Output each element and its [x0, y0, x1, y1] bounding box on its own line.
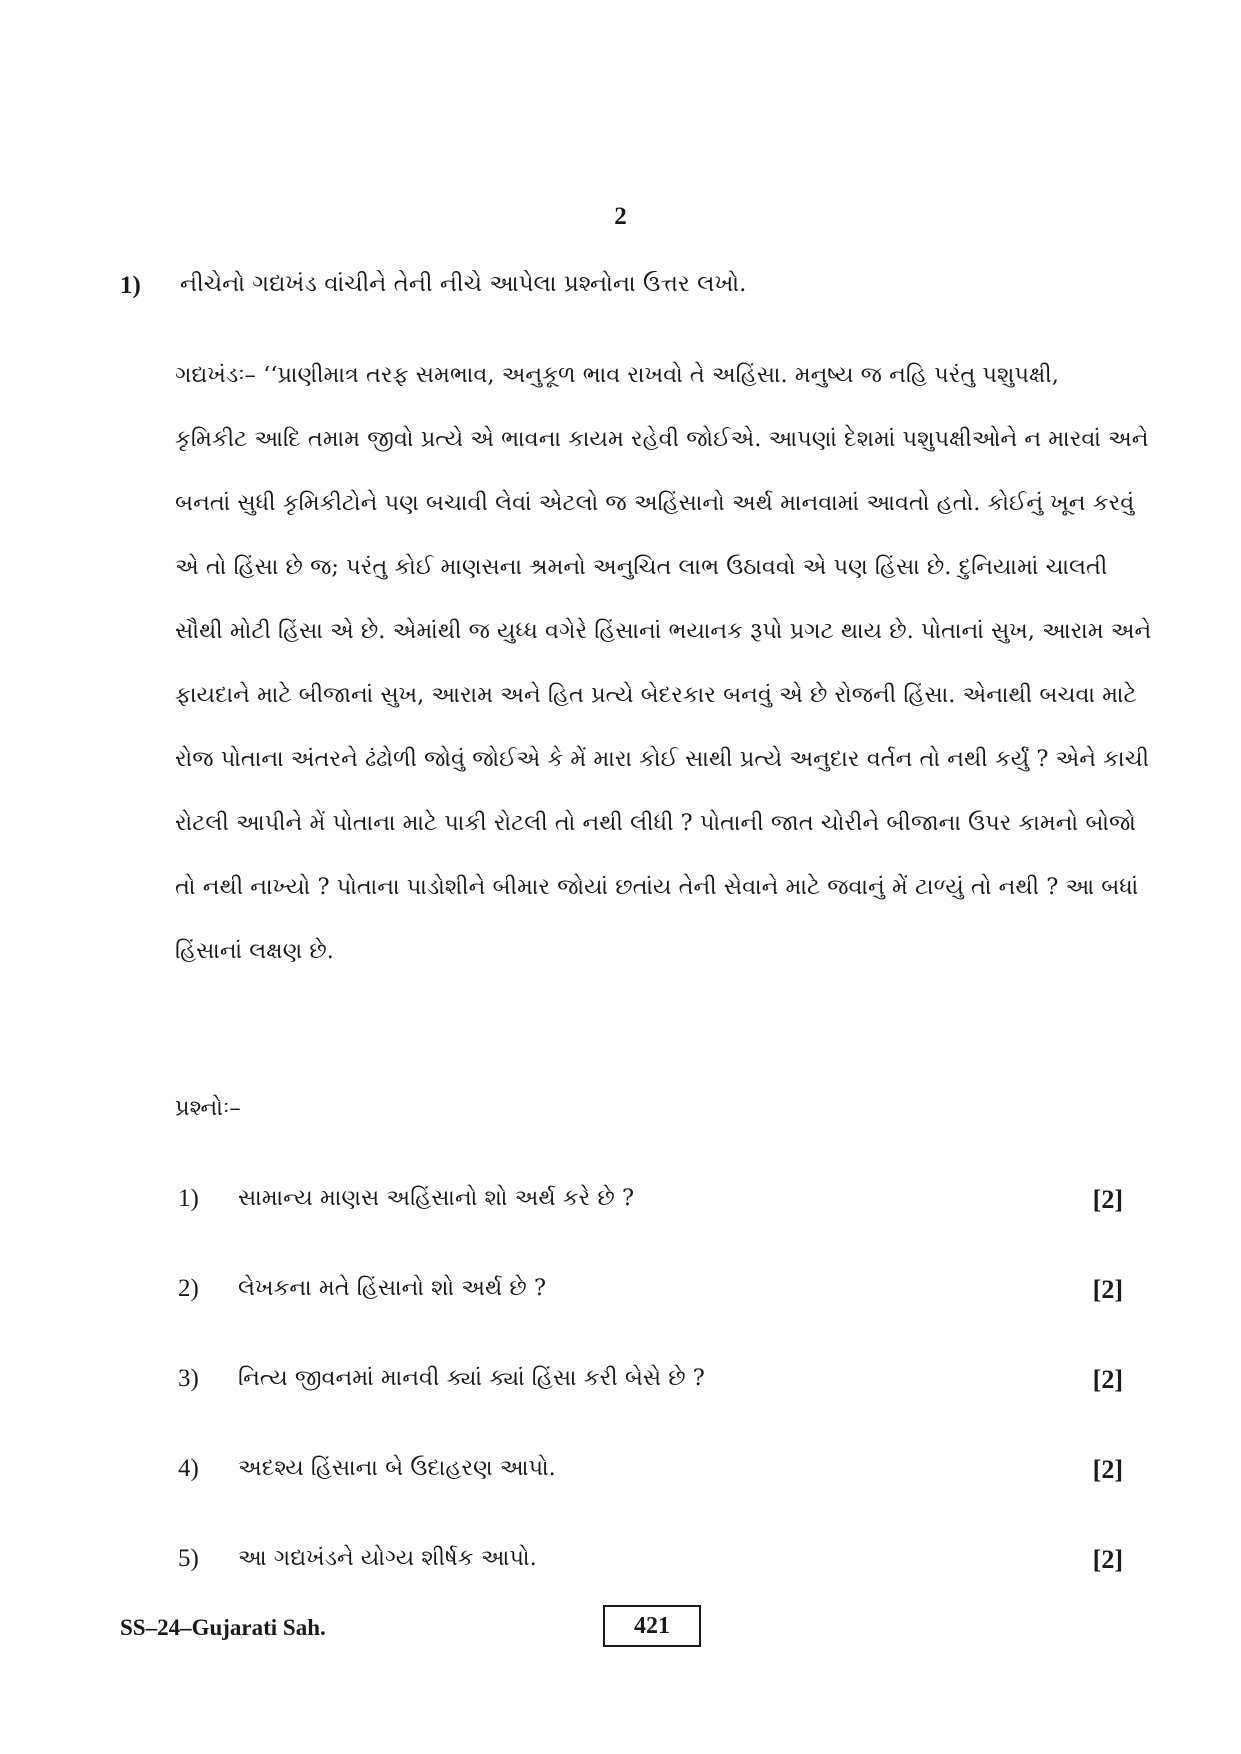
- passage-line: હિંસાનાં લક્ષણ છે.: [175, 938, 334, 964]
- sub-question-text: સામાન્ય માણસ અહિંસાનો શો અર્થ કરે છે ?: [238, 1185, 635, 1211]
- questions-heading: પ્રશ્નોઃ–: [175, 1095, 241, 1121]
- sub-question-4: [178, 1455, 1123, 1495]
- sub-question-marks: [2]: [1092, 1275, 1123, 1304]
- question-number: 1): [120, 272, 141, 299]
- passage-line: ફાયદાને માટે બીજાનાં સુખ, આરામ અને હિત પ્રત્યે બેદરકાર બનવું એ છે રોજની હિંસા. એનાથી બચવા માટે: [175, 682, 1137, 708]
- sub-question-marks: [2]: [1092, 1545, 1123, 1574]
- sub-question-text: અદશ્ય હિંસાના બે ઉદાહરણ આપો.: [238, 1455, 556, 1481]
- sub-question-text: લેખકના મતે હિંસાનો શો અર્થ છે ?: [238, 1275, 547, 1301]
- question-instruction: નીચેનો ગદ્યખંડ વાંચીને તેની નીચે આપેલા પ્રશ્નોના ઉત્તર લખો.: [180, 271, 747, 297]
- passage-line: તો નથી નાખ્યો ? પોતાના પાડોશીને બીમાર જોયાં છતાંય તેની સેવાને માટે જવાનું મેં ટાળ્યું તો નથી ? આ બધાં: [175, 874, 1139, 900]
- page-id-box: 421: [603, 1605, 701, 1647]
- sub-question-marks: [2]: [1092, 1185, 1123, 1214]
- passage: [175, 343, 1152, 983]
- sub-question-1: [178, 1185, 1123, 1225]
- sub-question-number: 5): [178, 1545, 199, 1572]
- sub-question-number: 4): [178, 1455, 199, 1482]
- sub-question-number: 3): [178, 1365, 199, 1392]
- sub-question-3: [178, 1365, 1123, 1405]
- sub-question-2: [178, 1275, 1123, 1315]
- passage-line: સૌથી મોટી હિંસા એ છે. એમાંથી જ યુધ્ધ વગેરે હિંસાનાં ભયાનક રૂપો પ્રગટ થાય છે. પોતાનાં સુખ, આરામ અને: [175, 618, 1152, 644]
- sub-question-5: [178, 1545, 1123, 1585]
- passage-line: ગદ્યખંડઃ– ‘‘પ્રાણીમાત્ર તરફ સમભાવ, અનુકૂળ ભાવ રાખવો તે અહિંસા. મનુષ્ય જ નહિ પરંતુ પશુપક્ષી,: [175, 362, 1059, 388]
- paper-code: SS–24–Gujarati Sah.: [120, 1615, 326, 1640]
- sub-question-number: 1): [178, 1185, 199, 1212]
- sub-question-marks: [2]: [1092, 1365, 1123, 1394]
- sub-question-number: 2): [178, 1275, 199, 1302]
- sub-question-text: નિત્ય જીવનમાં માનવી ક્યાં ક્યાં હિંસા કરી બેસે છે ?: [238, 1365, 705, 1391]
- passage-line: એ તો હિંસા છે જ; પરંતુ કોઈ માણસના શ્રમનો અનુચિત લાભ ઉઠાવવો એ પણ હિંસા છે. દુનિયામાં ચાલતી: [175, 554, 1108, 580]
- passage-line: બનતાં સુધી કૃમિકીટોને પણ બચાવી લેવાં એટલો જ અહિંસાનો અર્થ માનવામાં આવતો હતો. કોઈનું ખૂન કરવું: [175, 490, 1135, 516]
- passage-line: રોટલી આપીને મેં પોતાના માટે પાકી રોટલી તો નથી લીધી ? પોતાની જાત ચોરીને બીજાના ઉપર કામનો બોજો: [175, 810, 1136, 836]
- passage-line: રોજ પોતાના અંતરને ઢંઢોળી જોવું જોઈએ કે મેં મારા કોઈ સાથી પ્રત્યે અનુદાર વર્તન તો નથી કર્યું ? એને કાચી: [175, 746, 1150, 772]
- sub-question-marks: [2]: [1092, 1455, 1123, 1484]
- page-number: 2: [614, 203, 627, 230]
- sub-question-text: આ ગદ્યખંડને યોગ્ય શીર્ષક આપો.: [238, 1545, 537, 1571]
- passage-line: કૃમિકીટ આદિ તમામ જીવો પ્રત્યે એ ભાવના કાયમ રહેવી જોઈએ. આપણાં દેશમાં પશુપક્ષીઓને ન મારવાં અને: [175, 426, 1149, 452]
